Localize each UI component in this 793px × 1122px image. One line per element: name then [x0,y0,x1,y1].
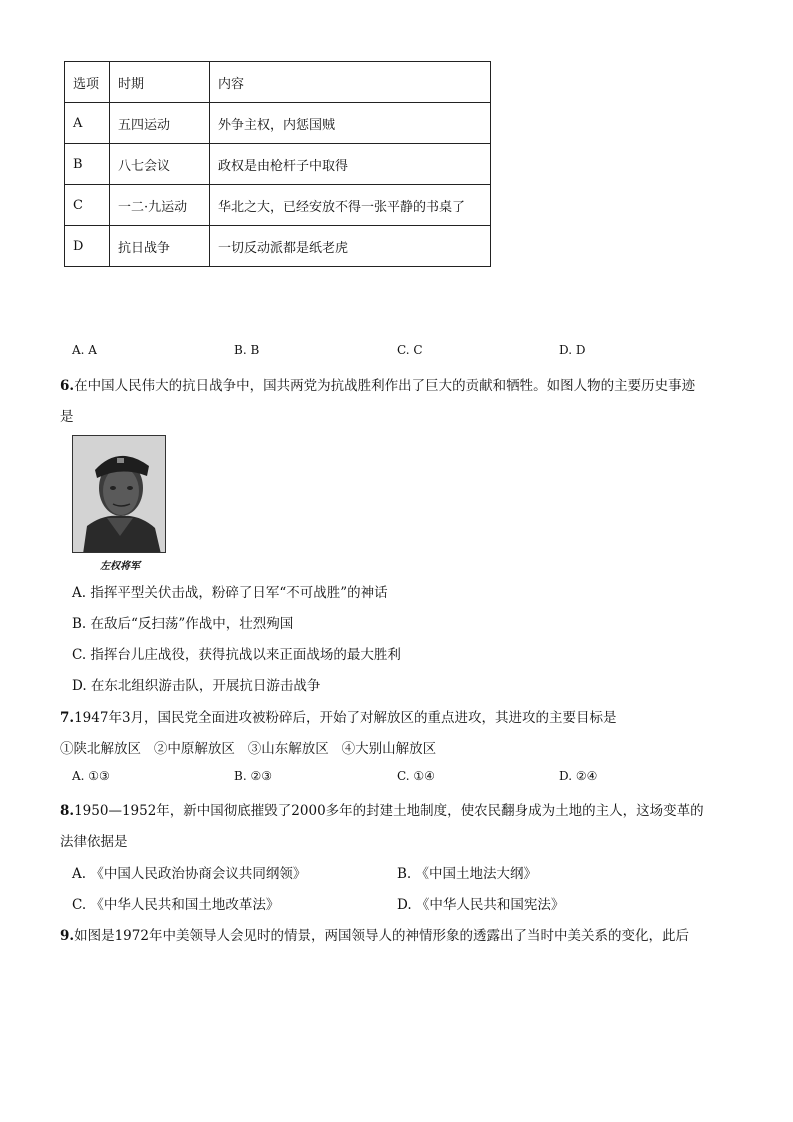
q5-option-c[interactable]: C. C [397,343,423,357]
table-cell: 外争主权，内惩国贼 [210,103,491,144]
q6-option-d[interactable]: D. 在东北组织游击队，开展抗日游击战争 [72,678,321,694]
q7-items: ①陕北解放区 ②中原解放区 ③山东解放区 ④大别山解放区 [60,741,437,757]
q8-number: 8. [60,803,75,819]
portrait-caption: 左权将军 [100,561,140,572]
table-cell: 一切反动派都是纸老虎 [210,226,491,267]
q7-option-a[interactable]: A. ①③ [72,769,110,783]
answer-table [64,61,491,267]
q8-option-a[interactable]: A. 《中国人民政治协商会议共同纲领》 [72,866,307,882]
table-row [65,226,491,267]
q6-number: 6. [60,378,75,394]
q8-option-b[interactable]: B. 《中国土地法大纲》 [397,866,538,882]
table-cell: 华北之大，已经安放不得一张平静的书桌了 [210,185,491,226]
table-row [65,103,491,144]
table-cell: 一二·九运动 [110,185,210,226]
table-header-row [65,62,491,103]
q9-number: 9. [60,928,75,944]
q6-stem-line2: 是 [60,409,74,425]
header-cell: 内容 [210,62,491,103]
q5-option-d[interactable]: D. D [559,343,586,357]
header-cell: 时期 [110,62,210,103]
q5-option-a[interactable]: A. A [72,343,97,357]
q6-stem-line1: 6.在中国人民伟大的抗日战争中，国共两党为抗战胜利作出了巨大的贡献和牺牲。如图人物的主要历史事迹 [60,378,696,394]
header-cell: 选项 [65,62,110,103]
table-row [65,144,491,185]
q7-option-c[interactable]: C. ①④ [397,769,435,783]
table-row [65,185,491,226]
q7-option-d[interactable]: D. ②④ [559,769,598,783]
table-cell: 八七会议 [110,144,210,185]
table-cell: D [65,226,110,267]
q8-stem-line2: 法律依据是 [60,834,128,850]
q7-number: 7. [60,710,75,726]
table-cell: 抗日战争 [110,226,210,267]
portrait-illustration [73,436,166,553]
table-cell: C [65,185,110,226]
q6-option-a[interactable]: A. 指挥平型关伏击战，粉碎了日军“不可战胜”的神话 [72,585,388,601]
q5-option-b[interactable]: B. B [234,343,260,357]
q8-stem-line1: 8.1950—1952年，新中国彻底摧毁了2000多年的封建土地制度，使农民翻身成为土地的主人，这场变革的 [60,803,704,819]
table-cell: A [65,103,110,144]
q7-stem: 7.1947年3月，国民党全面进攻被粉碎后，开始了对解放区的重点进攻，其进攻的主要目标是 [60,710,617,726]
q6-option-b[interactable]: B. 在敌后“反扫荡”作战中，壮烈殉国 [72,616,294,632]
q7-option-b[interactable]: B. ②③ [234,769,272,783]
q9-stem-line1: 9.如图是1972年中美领导人会见时的情景，两国领导人的神情形象的透露出了当时中美关系的变化，此后 [60,928,689,944]
portrait-photo [72,435,166,553]
table-cell: 政权是由枪杆子中取得 [210,144,491,185]
q8-option-c[interactable]: C. 《中华人民共和国土地改革法》 [72,897,280,913]
q8-option-d[interactable]: D. 《中华人民共和国宪法》 [397,897,565,913]
table-cell: B [65,144,110,185]
table-cell: 五四运动 [110,103,210,144]
q6-option-c[interactable]: C. 指挥台儿庄战役，获得抗战以来正面战场的最大胜利 [72,647,401,663]
